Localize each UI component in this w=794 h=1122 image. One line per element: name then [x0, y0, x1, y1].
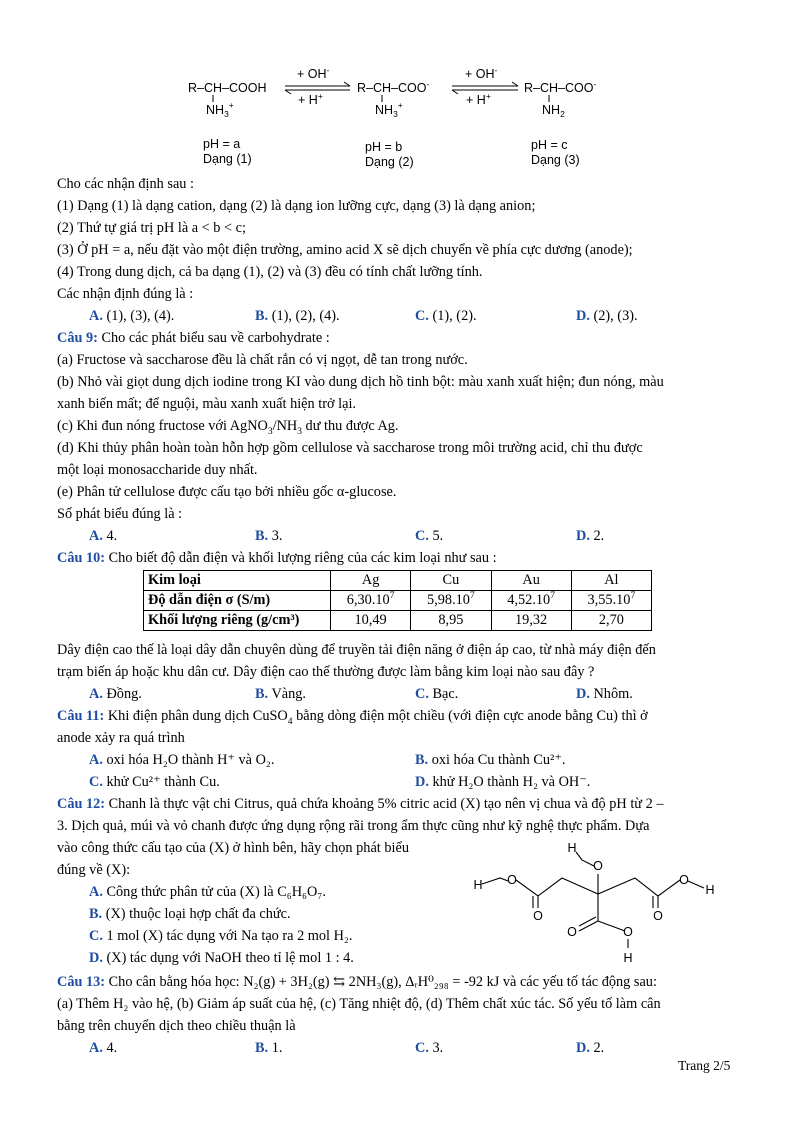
q13-option-a[interactable]: A. 4.	[89, 1040, 118, 1056]
q9-ask: Số phát biểu đúng là :	[57, 506, 183, 522]
q13-stem-line1: Câu 13: Cho cân bằng hóa học: N₂(g) + 3H₂(g) ⇆ 2NH₃(g), ΔᵣH⁰₂₉₈ = -92 kJ và các yếu tố tác động sau:	[57, 974, 657, 990]
table-cell: 8,95	[411, 611, 491, 631]
q10-paragraph-line1: Dây điện cao thế là loại dây dẫn chuyên dùng để truyền tải điện năng ở điện áp cao, từ nhà máy điện đến	[57, 642, 656, 658]
q13-option-b[interactable]: B. 1.	[255, 1040, 283, 1056]
table-row-label: Khối lượng riêng (g/cm³)	[144, 611, 331, 631]
q8-statement-4: (4) Trong dung dịch, cả ba dạng (1), (2) và (3) đều có tính chất lưỡng tính.	[57, 264, 483, 280]
q12-stem-line3: vào công thức cấu tạo của (X) ở hình bên, hãy chọn phát biểu	[57, 840, 409, 856]
table-header-cell: Cu	[411, 571, 491, 591]
table-row	[144, 591, 652, 611]
table-header-cell: Ag	[331, 571, 411, 591]
table-cell: 4,52.10$^7$	[491, 591, 571, 611]
q10-option-c[interactable]: C. Bạc.	[415, 686, 459, 702]
form2-ph: pH = b	[365, 140, 403, 154]
q8-option-a[interactable]: A. (1), (3), (4).	[89, 308, 175, 324]
q11-option-c[interactable]: C. khử Cu²⁺ thành Cu.	[89, 774, 220, 790]
q8-statement-2: (2) Thứ tự giá trị pH là a < b < c;	[57, 220, 246, 236]
q13-stem-line2: (a) Thêm H₂ vào hệ, (b) Giảm áp suất của hệ, (c) Tăng nhiệt độ, (d) Thêm chất xúc tác. Số yếu tố làm cân	[57, 996, 661, 1012]
table-cell: 19,32	[491, 611, 571, 631]
q11-option-d[interactable]: D. khử H₂O thành H₂ và OH⁻.	[415, 774, 591, 790]
metal-properties-table	[143, 570, 652, 631]
form3-ph: pH = c	[531, 138, 568, 152]
table-header-cell: Kim loại	[144, 571, 331, 591]
q9-stem: Câu 9: Cho các phát biểu sau về carbohydrate :	[57, 330, 330, 346]
arrow2-bottom-label: + H+	[466, 91, 491, 107]
form2-formula: R–CH–COO-	[357, 79, 430, 95]
table-row	[144, 611, 652, 631]
q9-statement-b-line2: xanh biến mất; để nguội, màu xanh xuất hiện trở lại.	[57, 396, 356, 412]
atom-o-top: O	[593, 859, 603, 873]
atom-o-carbonyl-bottom: O	[567, 925, 577, 939]
table-cell: 3,55.10$^7$	[571, 591, 651, 611]
q9-option-c[interactable]: C. 5.	[415, 528, 444, 544]
table-cell: 6,30.10$^7$	[331, 591, 411, 611]
q11-option-b[interactable]: B. oxi hóa Cu thành Cu²⁺.	[415, 752, 566, 768]
table-cell: 2,70	[571, 611, 651, 631]
table-cell: 10,49	[331, 611, 411, 631]
q11-stem-line2: anode xảy ra quá trình	[57, 730, 185, 746]
form2-amine: $NH_3^+$	[375, 100, 403, 119]
q9-statement-d-line2: một loại monosaccharide duy nhất.	[57, 462, 258, 478]
q10-stem: Câu 10: Cho biết độ dẫn điện và khối lượng riêng của các kim loại như sau :	[57, 550, 497, 566]
q9-statement-c: (c) Khi đun nóng fructose với $AgNO_3/NH_3$ dư thu được Ag.	[57, 418, 399, 437]
table-row-label: Độ dẫn điện σ (S/m)	[144, 591, 331, 611]
q9-statement-b-line1: (b) Nhỏ vài giọt dung dịch iodine trong KI vào dung dịch hồ tinh bột: màu xanh xuất hiện; đun nóng, màu	[57, 374, 664, 390]
q13-option-d[interactable]: D. 2.	[576, 1040, 605, 1056]
q8-option-c[interactable]: C. (1), (2).	[415, 308, 477, 324]
table-header-cell: Au	[491, 571, 571, 591]
q12-option-c[interactable]: C. 1 mol (X) tác dụng với Na tạo ra 2 mol H₂.	[89, 928, 353, 944]
q9-option-d[interactable]: D. 2.	[576, 528, 605, 544]
arrow1-bottom-label: + H+	[298, 91, 323, 107]
q12-option-b[interactable]: B. (X) thuộc loại hợp chất đa chức.	[89, 906, 291, 922]
form3-formula: R–CH–COO-	[524, 79, 597, 95]
q11-option-a[interactable]: A. oxi hóa H₂O thành H⁺ và O₂.	[89, 752, 275, 768]
arrow1-top-label: + OH-	[297, 65, 330, 81]
q12-option-d[interactable]: D. (X) tác dụng với NaOH theo tỉ lệ mol 1 : 4.	[89, 950, 354, 966]
form1-ph: pH = a	[203, 137, 241, 151]
q8-option-d[interactable]: D. (2), (3).	[576, 308, 638, 324]
atom-o-bottom: O	[623, 925, 633, 939]
q10-option-b[interactable]: B. Vàng.	[255, 686, 306, 702]
form1-formula: R–CH–COOH	[188, 81, 267, 95]
q13-stem-line3: bằng trên chuyển dịch theo chiều thuận là	[57, 1018, 296, 1034]
q8-statement-3: (3) Ở pH = a, nếu đặt vào một điện trường, amino acid X sẽ dịch chuyển về phía cực dương (anode);	[57, 242, 633, 258]
q10-option-d[interactable]: D. Nhôm.	[576, 686, 633, 702]
table-header-cell: Al	[571, 571, 651, 591]
atom-h-bottom: H	[623, 951, 633, 965]
q8-ask: Các nhận định đúng là :	[57, 286, 194, 302]
q12-stem-line4: đúng về (X):	[57, 862, 131, 878]
form1-amine: $NH_3^+$	[206, 100, 234, 119]
arrow2-top-label: + OH-	[465, 65, 498, 81]
q11-stem-line1: Câu 11: Khi điện phân dung dịch CuSO$_4$ bằng dòng điện một chiều (với điện cực anode bằng Cu) thì ở	[57, 708, 648, 727]
q9-option-a[interactable]: A. 4.	[89, 528, 118, 544]
q9-statement-e: (e) Phân tử cellulose được cấu tạo bởi nhiều gốc α-glucose.	[57, 484, 397, 500]
table-cell: 5,98.10$^7$	[411, 591, 491, 611]
q8-option-b[interactable]: B. (1), (2), (4).	[255, 308, 340, 324]
form2-label: Dạng (2)	[365, 155, 414, 169]
q13-option-c[interactable]: C. 3.	[415, 1040, 444, 1056]
atom-h-left: H	[473, 878, 483, 892]
form1-label: Dạng (1)	[203, 152, 252, 166]
form3-amine: $NH_2$	[542, 103, 565, 119]
q9-statement-a: (a) Fructose và saccharose đều là chất rắn có vị ngọt, dễ tan trong nước.	[57, 352, 468, 368]
atom-o-carbonyl-left: O	[533, 909, 543, 923]
amino-acid-equilibrium-scheme	[0, 0, 794, 175]
page-number: Trang 2/5	[678, 1058, 731, 1073]
q9-option-b[interactable]: B. 3.	[255, 528, 283, 544]
q10-option-a[interactable]: A. Đồng.	[89, 686, 142, 702]
form3-label: Dạng (3)	[531, 153, 580, 167]
q12-stem-line1: Câu 12: Chanh là thực vật chi Citrus, quả chứa khoảng 5% citric acid (X) tạo nên vị chua và độ pH từ 2 –	[57, 796, 664, 812]
q8-statement-1: (1) Dạng (1) là dạng cation, dạng (2) là dạng ion lưỡng cực, dạng (3) là dạng anion;	[57, 198, 536, 214]
table-row	[144, 571, 652, 591]
atom-o-carbonyl-right: O	[653, 909, 663, 923]
q12-option-a[interactable]: A. Công thức phân tử của (X) là C₆H₆O₇.	[89, 884, 326, 900]
q9-statement-d-line1: (d) Khi thủy phân hoàn toàn hỗn hợp gồm cellulose và saccharose trong môi trường acid, chỉ thu được	[57, 440, 643, 456]
atom-o-right: O	[679, 873, 689, 887]
atom-h-right: H	[705, 883, 715, 897]
q10-paragraph-line2: trạm biến áp hoặc khu dân cư. Dây điện cao thế thường được làm bằng kim loại nào sau đây ?	[57, 664, 595, 680]
q8-intro: Cho các nhận định sau :	[57, 176, 194, 192]
citric-acid-structure	[470, 838, 730, 968]
atom-h-top: H	[567, 841, 577, 855]
atom-o-left: O	[507, 873, 517, 887]
q12-stem-line2: 3. Dịch quả, múi và vỏ chanh được ứng dụng rộng rãi trong ẩm thực cũng như kỹ nghệ thực phẩm. Dựa	[57, 818, 650, 834]
